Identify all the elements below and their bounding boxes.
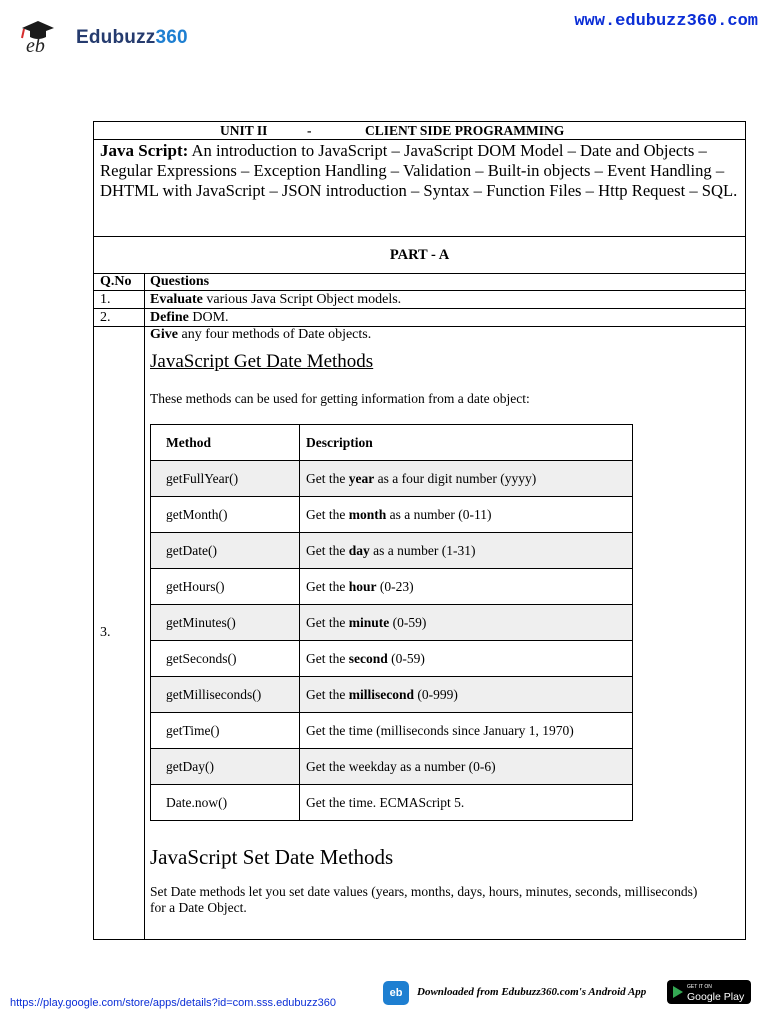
unit-title-row	[94, 122, 745, 140]
question-row	[94, 291, 745, 309]
question-number: 3.	[94, 327, 145, 939]
get-methods-intro: These methods can be used for getting information from a date object:	[150, 391, 530, 406]
question-text: Evaluate various Java Script Object models.	[150, 292, 402, 307]
set-methods-description: Set Date methods let you set date values (years, months, days, hours, minutes, seconds, milliseconds) for a Date Object.	[150, 884, 698, 915]
method-row	[151, 785, 633, 821]
method-row	[151, 605, 633, 641]
question-number: 1.	[94, 291, 145, 308]
method-row	[151, 749, 633, 785]
method-description: Get the year as a four digit number (yyyy)	[300, 461, 633, 497]
question-number: 2.	[94, 309, 145, 326]
syllabus-topics: An introduction to JavaScript – JavaScript DOM Model – Date and Objects – Regular Expressions – Exception Handling – Validation – Built-in objects – Event Handling – DHTML with JavaScript – JSON introduction – Syntax – Function Files – Http Request – SQL.	[100, 141, 738, 200]
method-name: getMinutes()	[151, 605, 300, 641]
method-name: getTime()	[151, 713, 300, 749]
google-play-badge[interactable]	[667, 980, 751, 1004]
downloaded-from-text: Downloaded from Edubuzz360.com's Android App	[417, 986, 647, 998]
question-answer	[145, 327, 745, 939]
method-row	[151, 677, 633, 713]
edubuzz-logo[interactable]	[18, 18, 188, 58]
method-description: Get the millisecond (0-999)	[300, 677, 633, 713]
qno-header: Q.No	[94, 274, 145, 290]
play-store-url-link[interactable]: https://play.google.com/store/apps/details?id=com.sss.edubuzz360	[10, 997, 337, 1009]
method-column-header: Method	[151, 425, 300, 461]
method-description: Get the weekday as a number (0-6)	[300, 749, 633, 785]
svg-text:eb: eb	[26, 35, 45, 57]
site-url-link[interactable]: www.edubuzz360.com	[574, 12, 758, 31]
google-play-badge-text: GET IT ON Google Play	[687, 984, 745, 1003]
unit-dash: -	[307, 123, 312, 138]
method-name: getHours()	[151, 569, 300, 605]
method-row	[151, 641, 633, 677]
description-column-header: Description	[300, 425, 633, 461]
method-row	[151, 461, 633, 497]
unit-number: UNIT II	[220, 123, 268, 138]
method-description: Get the minute (0-59)	[300, 605, 633, 641]
unit-title: CLIENT SIDE PROGRAMMING	[365, 123, 565, 138]
method-row	[151, 497, 633, 533]
methods-header-row	[151, 425, 633, 461]
method-name: getSeconds()	[151, 641, 300, 677]
set-methods-heading: JavaScript Set Date Methods	[150, 845, 394, 869]
method-description: Get the second (0-59)	[300, 641, 633, 677]
method-name: getMonth()	[151, 497, 300, 533]
method-name: getFullYear()	[151, 461, 300, 497]
play-triangle-icon	[673, 986, 683, 998]
method-description: Get the day as a number (1-31)	[300, 533, 633, 569]
date-methods-table	[150, 424, 633, 821]
question-row	[94, 327, 745, 939]
question-text: Define DOM.	[150, 310, 229, 325]
method-description: Get the hour (0-23)	[300, 569, 633, 605]
method-description: Get the time. ECMAScript 5.	[300, 785, 633, 821]
brand-name: Edubuzz360	[76, 27, 188, 48]
part-heading: PART - A	[94, 237, 745, 274]
syllabus-row	[94, 140, 745, 237]
method-name: getDay()	[151, 749, 300, 785]
method-name: Date.now()	[151, 785, 300, 821]
method-name: getMilliseconds()	[151, 677, 300, 713]
method-description: Get the month as a number (0-11)	[300, 497, 633, 533]
question-text: Give any four methods of Date objects.	[150, 327, 372, 342]
method-row	[151, 533, 633, 569]
method-name: getDate()	[151, 533, 300, 569]
subject-label: Java Script:	[100, 141, 189, 160]
method-row	[151, 713, 633, 749]
question-row	[94, 309, 745, 327]
method-row	[151, 569, 633, 605]
graduation-cap-logo-icon	[18, 18, 74, 58]
method-description: Get the time (milliseconds since January 1, 1970)	[300, 713, 633, 749]
question-header-row	[94, 274, 745, 291]
get-methods-heading: JavaScript Get Date Methods	[150, 351, 374, 372]
questions-header: Questions	[150, 274, 210, 289]
question-bank-table	[93, 121, 746, 940]
edubuzz-app-icon[interactable]: eb	[383, 981, 409, 1005]
